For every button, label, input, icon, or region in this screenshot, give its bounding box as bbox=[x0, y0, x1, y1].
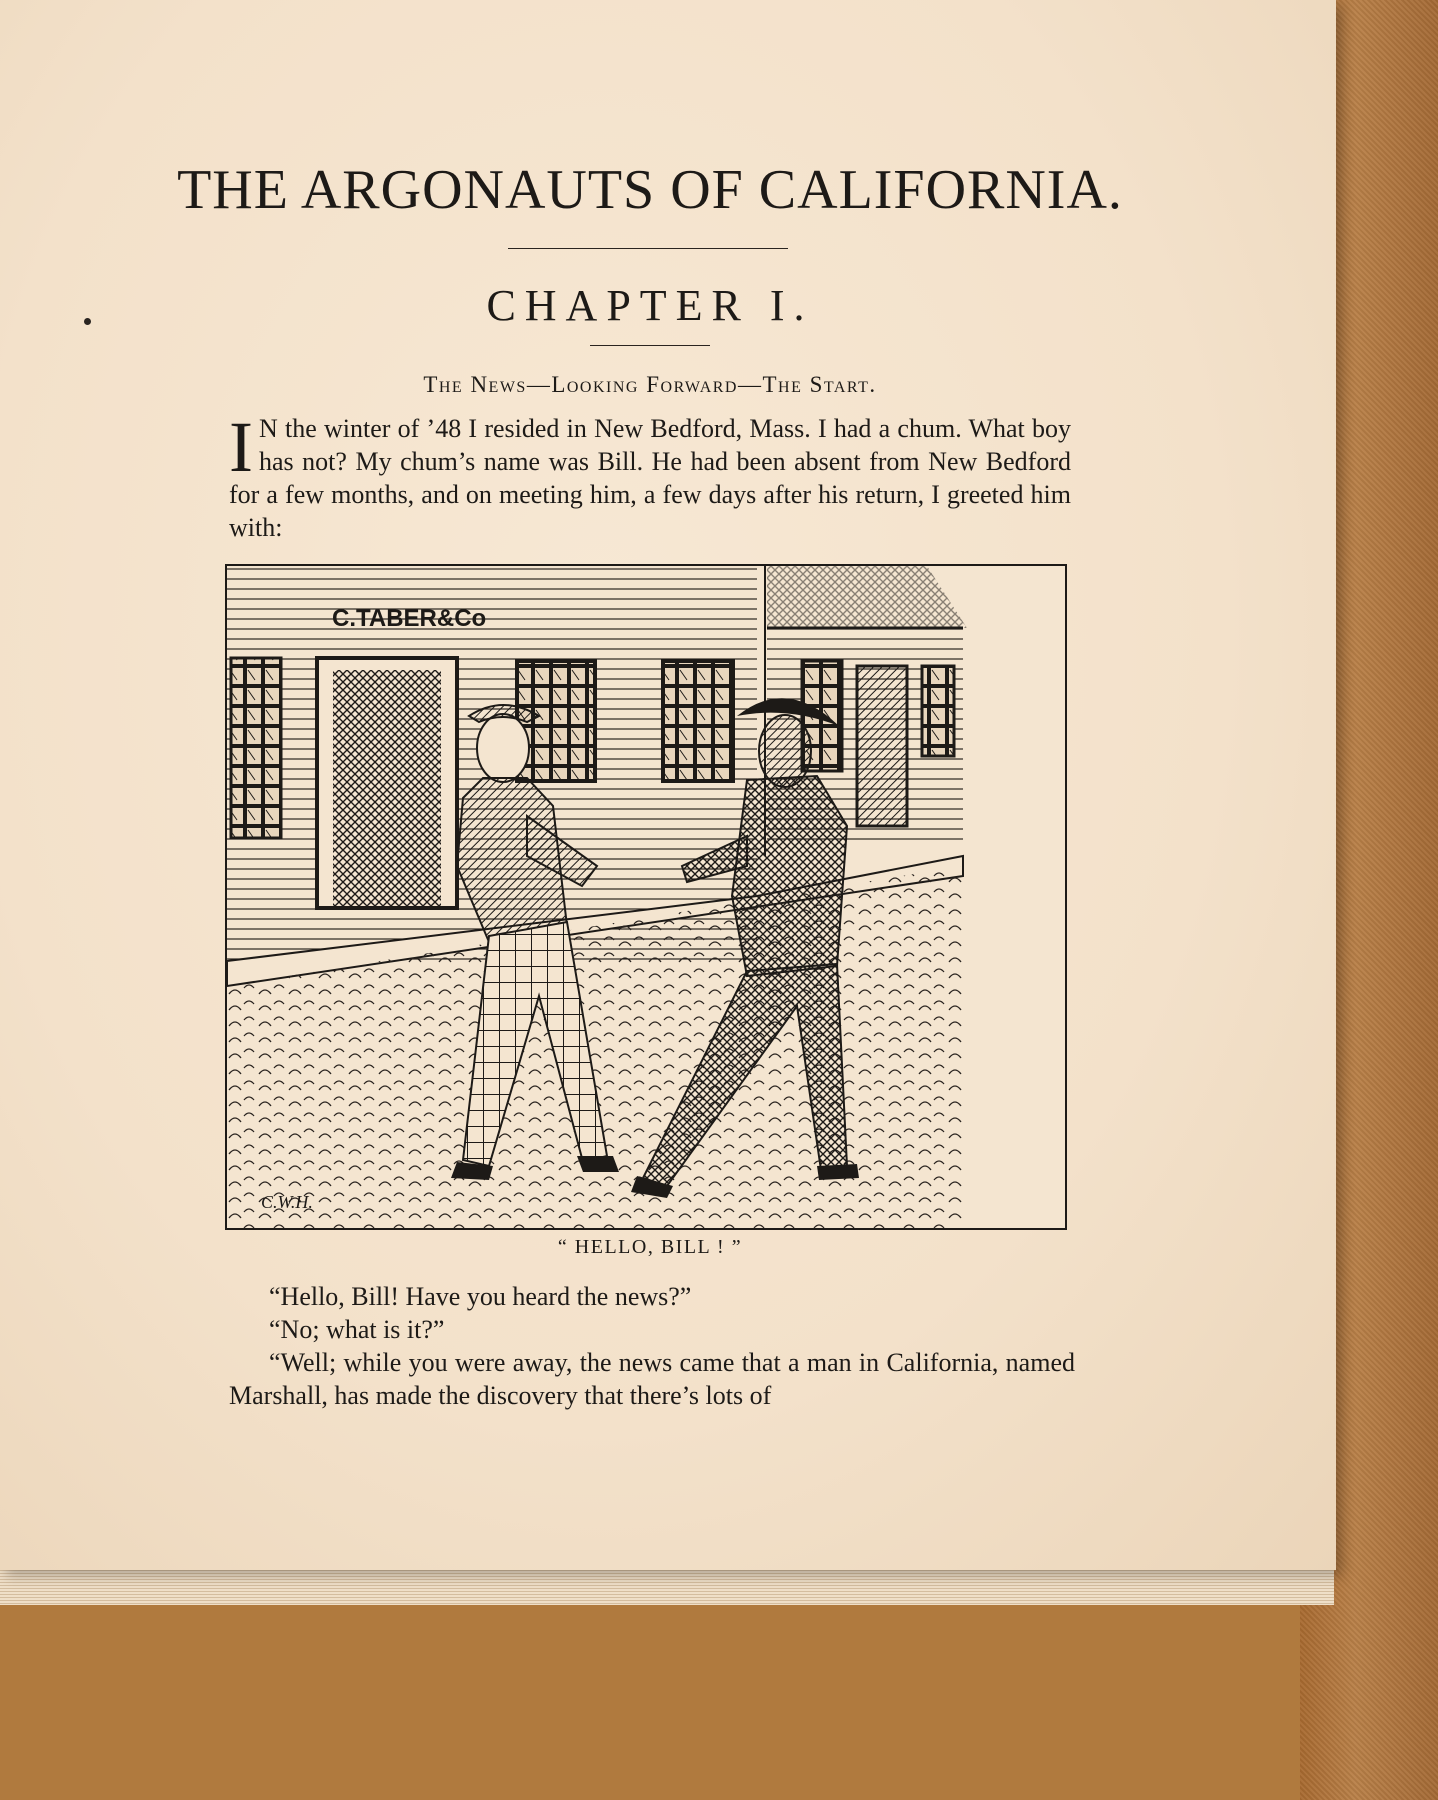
artist-signature: C.W.H. bbox=[261, 1192, 313, 1212]
page-edges-bottom bbox=[0, 1565, 1334, 1605]
illustration-caption: “ HELLO, BILL ! ” bbox=[557, 1236, 743, 1258]
shop-sign: C.TABER&Co bbox=[332, 605, 487, 632]
drop-cap: I bbox=[229, 407, 253, 487]
opening-paragraph-text: N the winter of ’48 I resided in New Bedford, Mass. I had a chum. What boy has not? My chum’s name was Bill. He had been absent from New Bedford for a few months, and on meeting him, a few days after his return, I greeted him with: bbox=[229, 414, 1071, 542]
dialogue-line-3: “Well; while you were away, the news came that a man in California, named Marshall, has made the discovery that there’s lots of bbox=[229, 1348, 1075, 1410]
chapter-heading: CHAPTER I. bbox=[486, 281, 814, 330]
engraving bbox=[227, 566, 1065, 1228]
book-title: THE ARGONAUTS OF CALIFORNIA. bbox=[177, 159, 1123, 221]
chapter-subtitle: The News—Looking Forward—The Start. bbox=[423, 372, 877, 397]
chapter-divider bbox=[590, 345, 710, 346]
title-divider bbox=[508, 248, 788, 249]
illustration-hello-bill bbox=[225, 564, 1067, 1230]
opening-paragraph bbox=[229, 407, 1071, 544]
dialogue-line-1: “Hello, Bill! Have you heard the news?” bbox=[269, 1282, 692, 1311]
dialogue-line-2: “No; what is it?” bbox=[269, 1315, 445, 1344]
